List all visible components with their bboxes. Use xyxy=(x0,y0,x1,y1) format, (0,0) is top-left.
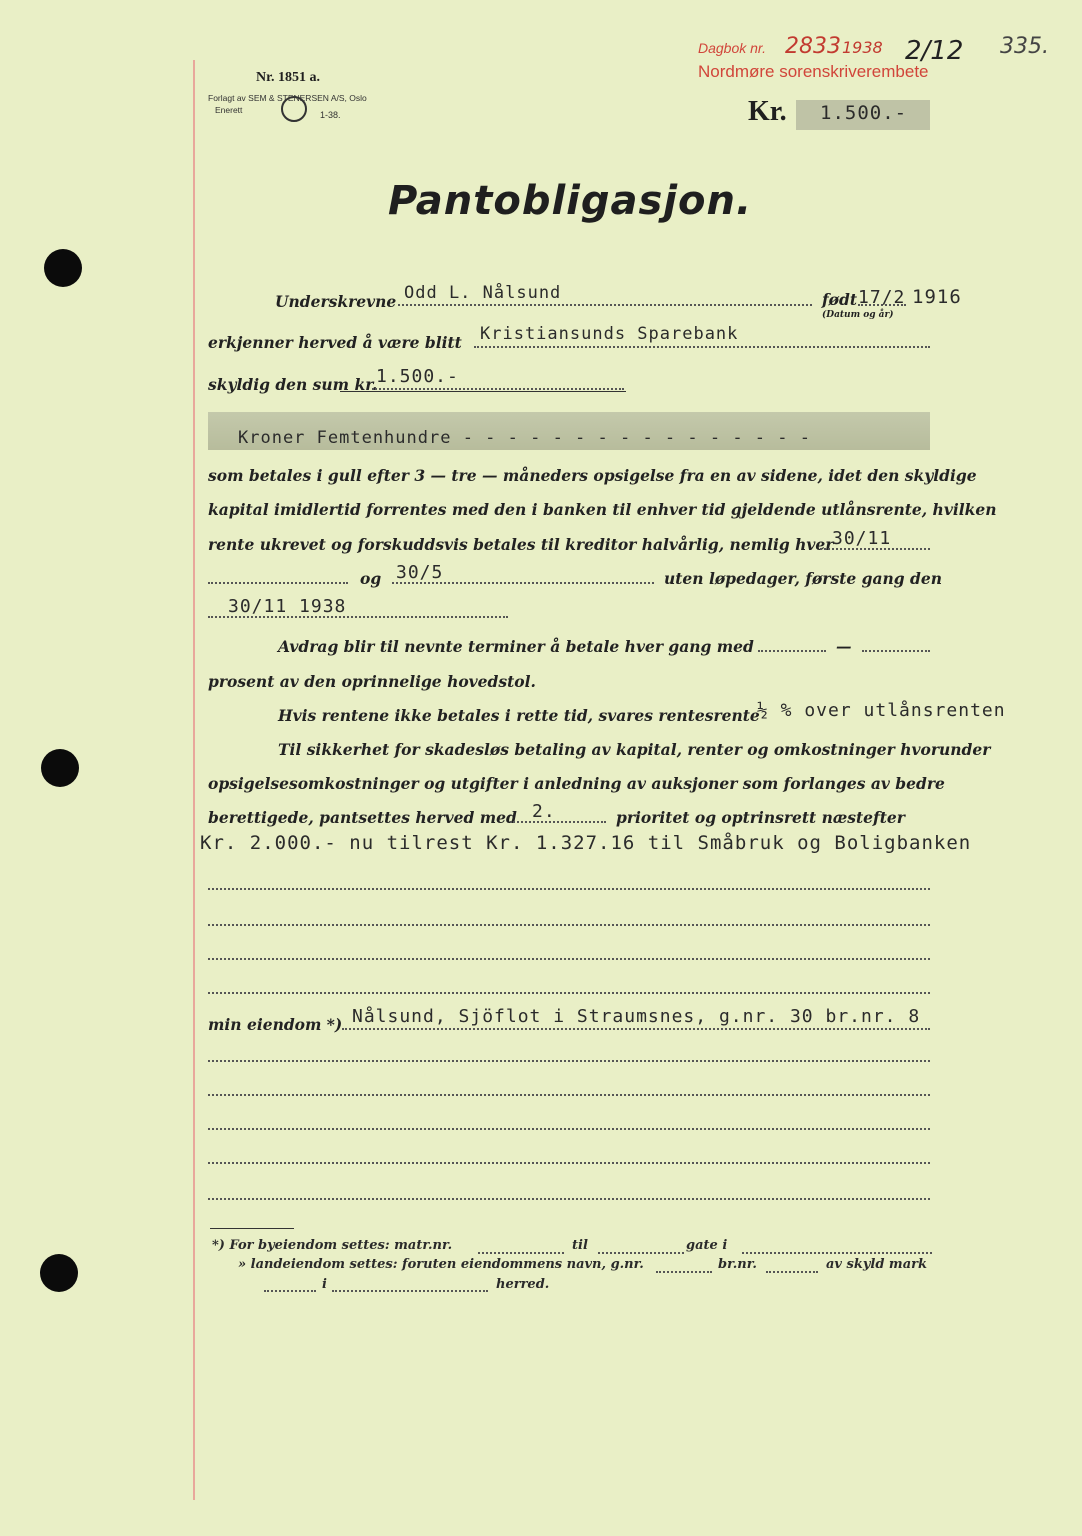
property-dots xyxy=(342,1028,930,1030)
margin-rule xyxy=(193,60,195,1500)
hvis-text: Hvis rentene ikke betales i rette tid, svares rentesrente xyxy=(278,706,760,725)
footnote-dots-4 xyxy=(656,1271,712,1273)
penalty-rate: ½ % over utlånsrenten xyxy=(757,700,1006,721)
til-line-2: opsigelsesomkostninger og utgifter i anledning av auksjoner som forlanges av bedre xyxy=(208,774,945,793)
undersigned-dots xyxy=(398,304,812,306)
body-line-2: kapital imidlertid forrentes med den i banken til enhver tid gjeldende utlånsrente, hvilken xyxy=(208,500,997,519)
footnote-dots-2 xyxy=(598,1252,684,1254)
page-number: 335. xyxy=(1000,34,1049,59)
footnote-dots-5 xyxy=(766,1271,818,1273)
avdrag-dots-1 xyxy=(758,650,826,652)
blank-line-2 xyxy=(208,924,930,926)
born-date: 17/2 xyxy=(858,287,906,308)
blank-line-9 xyxy=(208,1198,930,1200)
footnote-line-1b: til xyxy=(572,1238,588,1253)
punch-hole-bottom xyxy=(40,1254,78,1292)
priority-value: 2. xyxy=(532,801,556,822)
amount-words: Kroner Femtenhundre - - - - - - - - - - - - - - - - xyxy=(238,428,811,448)
first-payment-date: 30/11 1938 xyxy=(228,596,347,617)
footnote-dots-3 xyxy=(742,1252,932,1254)
footnote-line-2b: br.nr. xyxy=(718,1257,757,1272)
property-value: Nålsund, Sjöflot i Straumsnes, g.nr. 30 br.nr. 8 xyxy=(352,1006,921,1027)
owing-label: skyldig den sum kr. xyxy=(208,375,378,394)
priority-dots xyxy=(510,821,606,823)
office-stamp: Nordmøre sorenskriverembete xyxy=(698,62,929,81)
blank-line-4 xyxy=(208,992,930,994)
publisher-logo xyxy=(281,96,307,122)
owing-underline xyxy=(340,391,626,392)
til-line-3b: prioritet og optrinsrett næstefter xyxy=(616,808,905,827)
owing-amount: 1.500.- xyxy=(376,366,459,387)
dagbok-label: Dagbok nr. xyxy=(698,40,766,56)
line4-lead-dots xyxy=(208,582,348,584)
publisher-date: 1-38. xyxy=(320,110,341,120)
footnote-line-2a: » landeiendom settes: foruten eiendommens navn, g.nr. xyxy=(238,1257,644,1272)
publisher-enerett: Enerett xyxy=(215,105,243,115)
blank-line-5 xyxy=(208,1060,930,1062)
til-line-3a: berettigede, pantsettes herved med xyxy=(208,808,517,827)
dagbok-number: 2833 xyxy=(785,34,841,59)
body-line-1: som betales i gull efter 3 — tre — måneders opsigelse fra en av sidene, idet den skyldige xyxy=(208,466,977,485)
undersigned-name: Odd L. Nålsund xyxy=(404,283,562,303)
footnote-line-1c: gate i xyxy=(686,1238,728,1253)
footnote-rule xyxy=(210,1228,294,1229)
term-date-1: 30/11 xyxy=(832,528,892,549)
footnote-line-3a: i xyxy=(322,1277,327,1292)
blank-line-6 xyxy=(208,1094,930,1096)
og-label: og xyxy=(360,569,382,588)
creditor-name: Kristiansunds Sparebank xyxy=(480,324,739,344)
undersigned-label: Underskrevne xyxy=(275,292,397,311)
dagbok-year: 1938 xyxy=(842,38,883,57)
footnote-line-3b: herred. xyxy=(496,1277,550,1292)
prosent-text: prosent av den oprinnelige hovedstol. xyxy=(208,672,536,691)
footnote-dots-6 xyxy=(264,1290,316,1292)
body-line-4-end: uten løpedager, første gang den xyxy=(664,569,942,588)
form-number: Nr. 1851 a. xyxy=(256,70,321,85)
born-label: født xyxy=(822,290,858,309)
born-hint: (Datum og år) xyxy=(822,310,894,320)
property-label: min eiendom *) xyxy=(208,1015,343,1034)
owing-dots xyxy=(372,388,624,390)
body-line-3: rente ukrevet og forskuddsvis betales til kreditor halvårlig, nemlig hver xyxy=(208,535,834,554)
til-line-1: Til sikkerhet for skadesløs betaling av kapital, renter og omkostninger hvorunder xyxy=(278,740,991,759)
page-title: Pantobligasjon. xyxy=(388,178,753,224)
blank-line-3 xyxy=(208,958,930,960)
kr-label: Kr. xyxy=(748,96,787,127)
avdrag-dots-2 xyxy=(862,650,930,652)
prior-lien: Kr. 2.000.- nu tilrest Kr. 1.327.16 til Småbruk og Boligbanken xyxy=(200,832,972,854)
blank-line-1 xyxy=(208,888,930,890)
footnote-dots-7 xyxy=(332,1290,488,1292)
born-year: 1916 xyxy=(912,286,962,308)
blank-line-7 xyxy=(208,1128,930,1130)
footnote-line-1a: *) For byeiendom settes: matr.nr. xyxy=(212,1238,453,1253)
acknowledge-label: erkjenner herved å være blitt xyxy=(208,333,462,352)
avdrag-dash: — xyxy=(836,637,852,656)
footnote-dots-1 xyxy=(478,1252,564,1254)
creditor-dots xyxy=(474,346,930,348)
punch-hole-top xyxy=(44,249,82,287)
footnote-line-2c: av skyld mark xyxy=(826,1257,927,1272)
blank-line-8 xyxy=(208,1162,930,1164)
term-date-2: 30/5 xyxy=(396,562,444,583)
punch-hole-middle xyxy=(41,749,79,787)
publisher-line: Forlagt av SEM & STENERSEN A/S, Oslo xyxy=(208,93,367,103)
dagbok-date: 2/12 xyxy=(905,36,964,66)
avdrag-text: Avdrag blir til nevnte terminer å betale hver gang med xyxy=(278,637,754,656)
kr-amount: 1.500.- xyxy=(820,102,908,124)
